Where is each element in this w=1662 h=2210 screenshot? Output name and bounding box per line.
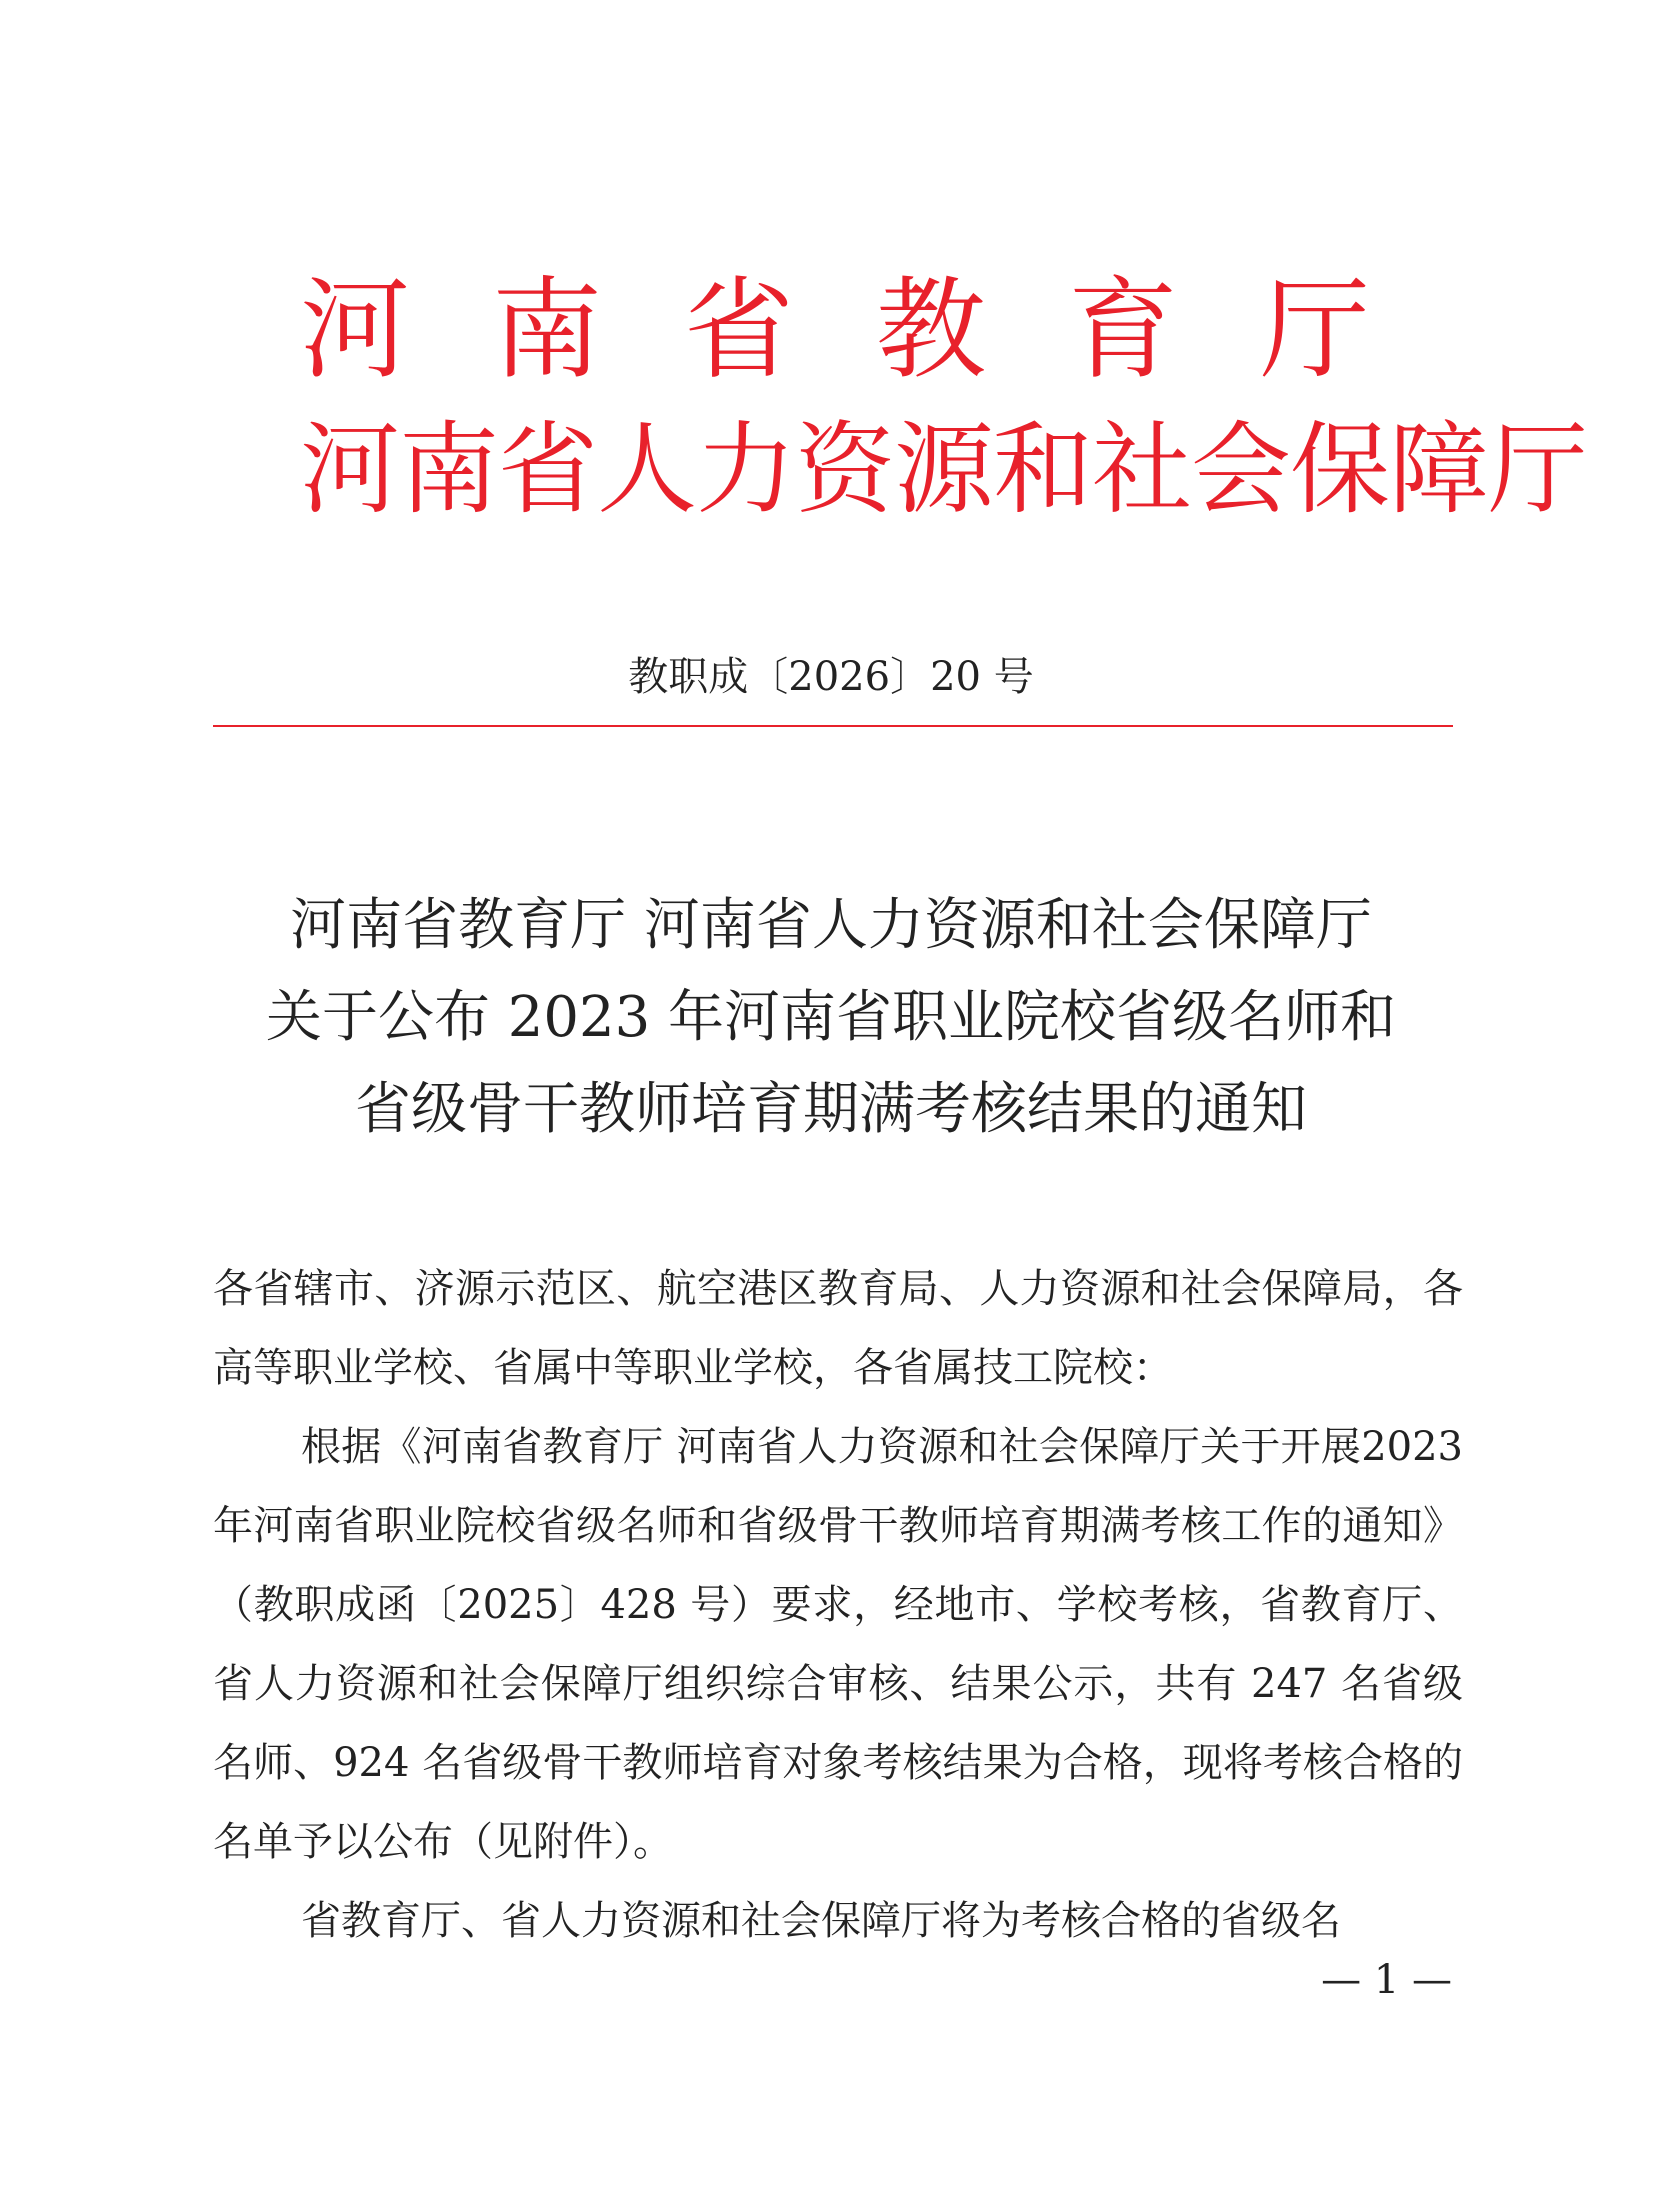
addressees: 各省辖市、济源示范区、航空港区教育局、人力资源和社会保障局，各高等职业学校、省属中等职业学校，各省属技工院校：	[213, 1266, 1463, 1391]
title-line: 河南省教育厅 河南省人力资源和社会保障厅	[290, 893, 1372, 958]
body-paragraph: 根据《河南省教育厅 河南省人力资源和社会保障厅关于开展2023年河南省职业院校省级名师和省级骨干教师培育期满考核工作的通知》（教职成函〔2025〕428 号）要求，经地市、学校考核，省教育厅、省人力资源和社会保障厅组织综合审核、结果公示，共有 247 名省级名师、924 名省级骨干教师培育对象考核结果为合格，现将考核合格的名单予以公布（见附件）。	[213, 1424, 1463, 1865]
issuer-char: 厅	[1260, 266, 1370, 394]
issuer-char: 河	[300, 266, 410, 394]
document-number: 教职成〔2026〕20 号	[628, 654, 1034, 700]
document-body	[213, 1250, 1463, 1961]
title-line: 关于公布 2023 年河南省职业院校省级名师和	[265, 985, 1397, 1050]
issuer-char: 育	[1068, 266, 1178, 394]
issuer-hr-department: 河南省人力资源和社会保障厅	[300, 411, 1587, 528]
issuer-char: 教	[876, 266, 986, 394]
title-line: 省级骨干教师培育期满考核结果的通知	[355, 1077, 1307, 1142]
page-number: — 1 —	[1321, 1957, 1452, 2003]
issuer-char: 省	[684, 266, 794, 394]
document-title	[200, 880, 1462, 1156]
body-paragraph: 省教育厅、省人力资源和社会保障厅将为考核合格的省级名	[301, 1898, 1341, 1944]
red-separator-line	[213, 725, 1453, 727]
issuer-education-department	[300, 266, 1370, 394]
issuer-char: 南	[492, 266, 602, 394]
